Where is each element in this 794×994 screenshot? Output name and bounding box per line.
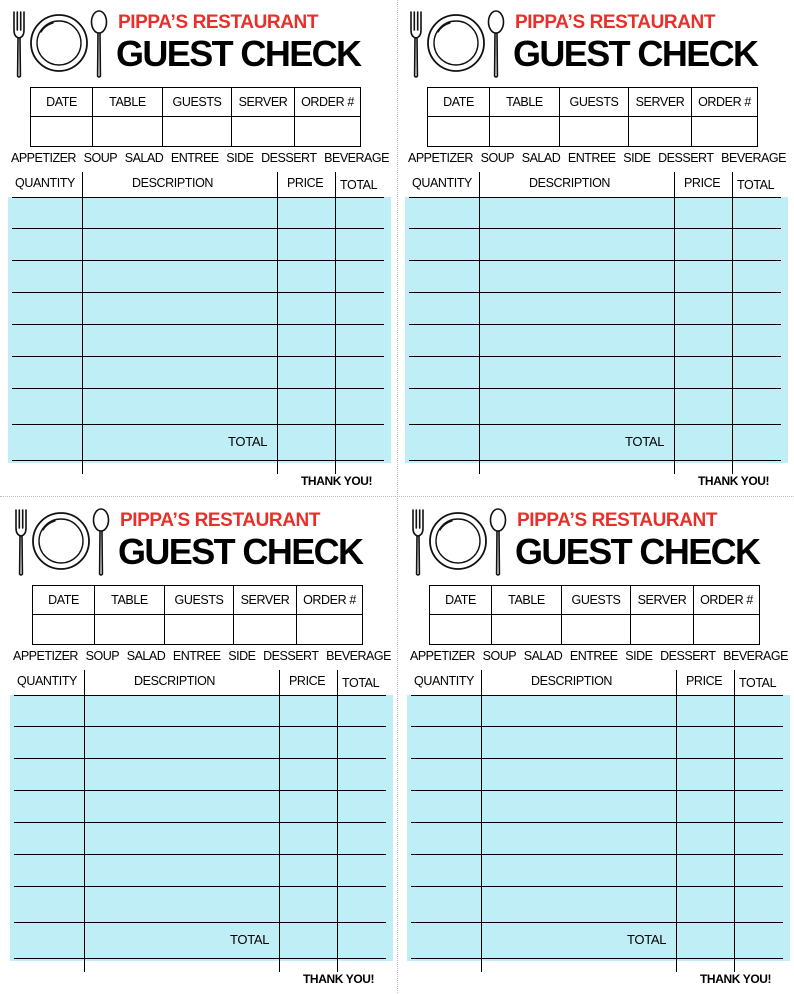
column-divider	[732, 172, 733, 474]
info-header-order-number: ORDER #	[694, 586, 759, 615]
order-header-rule	[411, 695, 783, 696]
table-row	[14, 822, 386, 823]
info-header-date: DATE	[430, 586, 491, 615]
guest-check	[0, 0, 397, 496]
table-row	[411, 726, 783, 727]
course-appetizer: APPETIZER	[13, 649, 78, 663]
column-divider	[676, 670, 677, 972]
info-header-table: TABLE	[492, 586, 561, 615]
course-entree: ENTREE	[172, 649, 221, 663]
table-row	[409, 424, 781, 425]
column-header-description: DESCRIPTION	[531, 674, 613, 688]
column-header-total: TOTAL	[737, 178, 775, 192]
table-row	[409, 292, 781, 293]
column-divider	[734, 670, 735, 972]
info-header-table: TABLE	[93, 88, 162, 117]
info-header-order-number: ORDER #	[295, 88, 360, 117]
info-header-order-number: ORDER #	[297, 586, 362, 615]
thank-you-note: THANK YOU!	[700, 972, 772, 986]
order-table	[399, 498, 794, 994]
column-divider	[337, 670, 338, 972]
course-side: SIDE	[623, 151, 651, 165]
course-salad: SALAD	[521, 151, 561, 165]
table-row	[409, 228, 781, 229]
info-header-server: SERVER	[629, 88, 691, 117]
order-table	[2, 498, 399, 994]
course-appetizer: APPETIZER	[410, 649, 475, 663]
course-salad: SALAD	[523, 649, 563, 663]
info-header-date: DATE	[33, 586, 94, 615]
info-header-guests: GUESTS	[165, 586, 233, 615]
column-header-price: PRICE	[287, 176, 324, 190]
course-salad: SALAD	[126, 649, 166, 663]
course-beverage: BEVERAGE	[723, 649, 788, 663]
course-soup: SOUP	[83, 151, 118, 165]
course-soup: SOUP	[480, 151, 515, 165]
column-header-description: DESCRIPTION	[529, 176, 611, 190]
thank-you-note: THANK YOU!	[303, 972, 375, 986]
course-side: SIDE	[228, 649, 256, 663]
table-row	[14, 726, 386, 727]
column-header-description: DESCRIPTION	[134, 674, 216, 688]
column-divider	[335, 172, 336, 474]
grand-total-label: TOTAL	[228, 434, 268, 449]
course-dessert: DESSERT	[263, 649, 319, 663]
column-header-quantity: QUANTITY	[15, 176, 75, 190]
table-row	[12, 260, 384, 261]
page-title: GUEST CHECK	[118, 531, 363, 572]
table-row	[14, 886, 386, 887]
column-divider	[481, 670, 482, 972]
course-soup: SOUP	[482, 649, 517, 663]
info-header-table: TABLE	[490, 88, 559, 117]
course-entree: ENTREE	[569, 649, 618, 663]
course-entree: ENTREE	[567, 151, 616, 165]
table-row	[411, 958, 783, 959]
column-divider	[479, 172, 480, 474]
table-row	[411, 922, 783, 923]
table-row	[411, 886, 783, 887]
restaurant-name: PIPPA’S RESTAURANT	[517, 510, 718, 531]
table-row	[409, 356, 781, 357]
course-salad: SALAD	[124, 151, 164, 165]
table-row	[12, 388, 384, 389]
table-row	[409, 388, 781, 389]
cut-line-horizontal	[0, 496, 794, 497]
table-row	[409, 324, 781, 325]
column-header-price: PRICE	[686, 674, 723, 688]
table-row	[411, 822, 783, 823]
course-side: SIDE	[625, 649, 653, 663]
course-soup: SOUP	[85, 649, 120, 663]
page-title: GUEST CHECK	[515, 531, 760, 572]
column-header-price: PRICE	[289, 674, 326, 688]
column-header-quantity: QUANTITY	[17, 674, 77, 688]
guest-check	[397, 0, 794, 496]
table-row	[409, 260, 781, 261]
table-row	[411, 854, 783, 855]
column-header-quantity: QUANTITY	[412, 176, 472, 190]
course-beverage: BEVERAGE	[324, 151, 389, 165]
info-header-guests: GUESTS	[562, 586, 630, 615]
column-divider	[82, 172, 83, 474]
info-header-server: SERVER	[232, 88, 294, 117]
order-table	[0, 0, 397, 496]
info-header-order-number: ORDER #	[692, 88, 757, 117]
column-divider	[277, 172, 278, 474]
thank-you-note: THANK YOU!	[698, 474, 770, 488]
grand-total-label: TOTAL	[230, 932, 270, 947]
course-dessert: DESSERT	[660, 649, 716, 663]
course-beverage: BEVERAGE	[326, 649, 391, 663]
course-beverage: BEVERAGE	[721, 151, 786, 165]
course-entree: ENTREE	[170, 151, 219, 165]
restaurant-name: PIPPA’S RESTAURANT	[118, 12, 319, 33]
info-header-table: TABLE	[95, 586, 164, 615]
order-header-rule	[409, 197, 781, 198]
table-row	[12, 460, 384, 461]
table-row	[14, 958, 386, 959]
table-row	[14, 854, 386, 855]
guest-check	[2, 498, 399, 994]
column-header-total: TOTAL	[342, 676, 380, 690]
course-side: SIDE	[226, 151, 254, 165]
guest-check	[399, 498, 794, 994]
info-header-guests: GUESTS	[163, 88, 231, 117]
page-title: GUEST CHECK	[513, 33, 758, 74]
table-row	[411, 758, 783, 759]
info-header-server: SERVER	[234, 586, 296, 615]
table-row	[411, 790, 783, 791]
grand-total-label: TOTAL	[627, 932, 667, 947]
table-row	[409, 460, 781, 461]
info-header-date: DATE	[428, 88, 489, 117]
info-header-server: SERVER	[631, 586, 693, 615]
order-table	[397, 0, 794, 496]
grand-total-label: TOTAL	[625, 434, 665, 449]
column-header-description: DESCRIPTION	[132, 176, 214, 190]
column-divider	[674, 172, 675, 474]
info-header-date: DATE	[31, 88, 92, 117]
column-header-total: TOTAL	[340, 178, 378, 192]
thank-you-note: THANK YOU!	[301, 474, 373, 488]
column-divider	[84, 670, 85, 972]
column-header-quantity: QUANTITY	[414, 674, 474, 688]
page-title: GUEST CHECK	[116, 33, 361, 74]
table-row	[14, 758, 386, 759]
course-appetizer: APPETIZER	[11, 151, 76, 165]
table-row	[12, 292, 384, 293]
table-row	[12, 356, 384, 357]
column-header-price: PRICE	[684, 176, 721, 190]
table-row	[14, 922, 386, 923]
order-header-rule	[12, 197, 384, 198]
table-row	[12, 228, 384, 229]
table-row	[12, 324, 384, 325]
order-header-rule	[14, 695, 386, 696]
table-row	[12, 424, 384, 425]
info-header-guests: GUESTS	[560, 88, 628, 117]
course-dessert: DESSERT	[658, 151, 714, 165]
course-appetizer: APPETIZER	[408, 151, 473, 165]
table-row	[14, 790, 386, 791]
restaurant-name: PIPPA’S RESTAURANT	[515, 12, 716, 33]
course-dessert: DESSERT	[261, 151, 317, 165]
restaurant-name: PIPPA’S RESTAURANT	[120, 510, 321, 531]
column-header-total: TOTAL	[739, 676, 777, 690]
column-divider	[279, 670, 280, 972]
